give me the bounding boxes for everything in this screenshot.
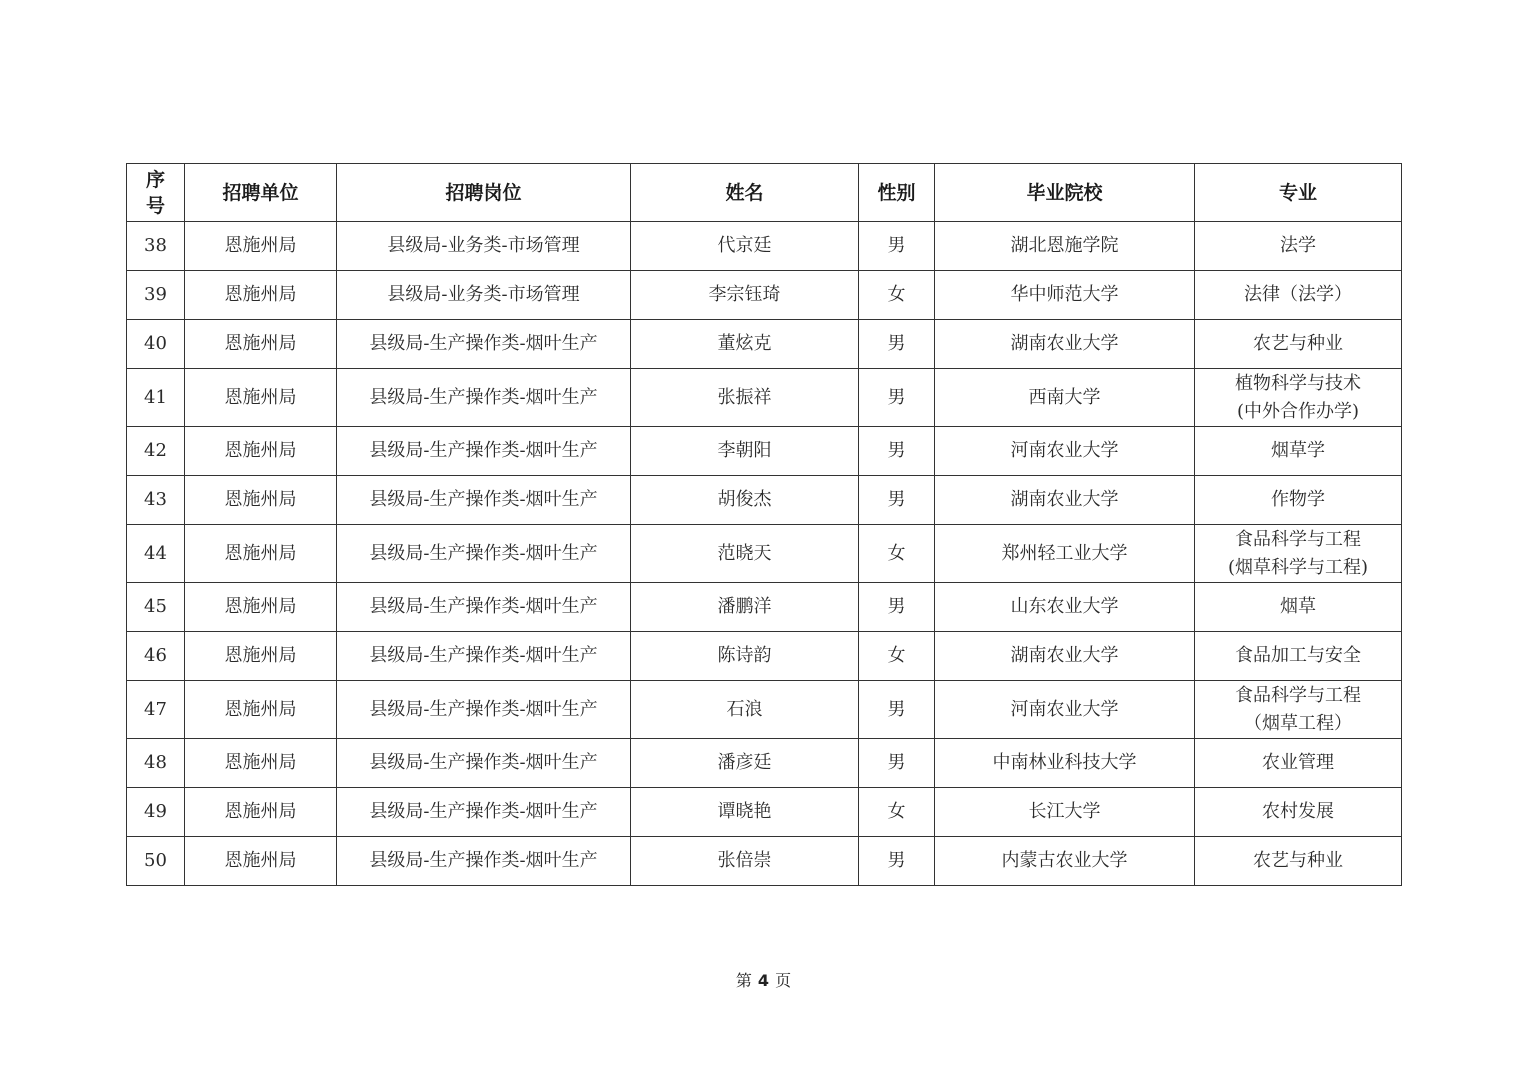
cell-school: 长江大学 bbox=[935, 788, 1195, 837]
cell-name: 张振祥 bbox=[631, 369, 859, 427]
cell-position: 县级局-生产操作类-烟叶生产 bbox=[337, 583, 631, 632]
major-line: (烟草科学与工程) bbox=[1227, 556, 1369, 578]
cell-major bbox=[1195, 320, 1402, 369]
major-line: 农艺与种业 bbox=[1253, 850, 1343, 871]
cell-gender: 女 bbox=[859, 632, 935, 681]
cell-index: 43 bbox=[127, 476, 185, 525]
major-line: 农艺与种业 bbox=[1253, 333, 1343, 354]
cell-gender: 女 bbox=[859, 788, 935, 837]
cell-index: 49 bbox=[127, 788, 185, 837]
cell-position: 县级局-生产操作类-烟叶生产 bbox=[337, 525, 631, 583]
cell-name: 李朝阳 bbox=[631, 427, 859, 476]
cell-gender: 男 bbox=[859, 222, 935, 271]
table-row bbox=[127, 739, 1402, 788]
cell-major bbox=[1195, 427, 1402, 476]
cell-position: 县级局-生产操作类-烟叶生产 bbox=[337, 476, 631, 525]
cell-unit: 恩施州局 bbox=[185, 739, 337, 788]
cell-index: 46 bbox=[127, 632, 185, 681]
major-line: 植物科学与技术 bbox=[1235, 372, 1361, 394]
table-row bbox=[127, 369, 1402, 427]
cell-unit: 恩施州局 bbox=[185, 271, 337, 320]
cell-name: 代京廷 bbox=[631, 222, 859, 271]
cell-major bbox=[1195, 222, 1402, 271]
cell-major bbox=[1195, 739, 1402, 788]
cell-gender: 男 bbox=[859, 320, 935, 369]
cell-gender: 女 bbox=[859, 525, 935, 583]
cell-index: 50 bbox=[127, 837, 185, 886]
cell-unit: 恩施州局 bbox=[185, 525, 337, 583]
table-row bbox=[127, 632, 1402, 681]
cell-index: 40 bbox=[127, 320, 185, 369]
cell-school: 西南大学 bbox=[935, 369, 1195, 427]
page-number: 4 bbox=[757, 971, 770, 990]
table-row bbox=[127, 476, 1402, 525]
cell-index: 39 bbox=[127, 271, 185, 320]
cell-position: 县级局-业务类-市场管理 bbox=[337, 222, 631, 271]
table-row bbox=[127, 525, 1402, 583]
major-line: (中外合作办学) bbox=[1236, 400, 1360, 422]
cell-name: 潘彦廷 bbox=[631, 739, 859, 788]
cell-major bbox=[1195, 837, 1402, 886]
cell-index: 47 bbox=[127, 681, 185, 739]
cell-gender: 男 bbox=[859, 369, 935, 427]
cell-name: 潘鹏洋 bbox=[631, 583, 859, 632]
major-line: 食品加工与安全 bbox=[1235, 645, 1361, 666]
cell-gender: 男 bbox=[859, 681, 935, 739]
header-position: 招聘岗位 bbox=[337, 164, 631, 222]
cell-gender: 男 bbox=[859, 837, 935, 886]
major-line: 农业管理 bbox=[1262, 752, 1334, 773]
cell-position: 县级局-生产操作类-烟叶生产 bbox=[337, 837, 631, 886]
cell-name: 李宗钰琦 bbox=[631, 271, 859, 320]
major-line: 烟草学 bbox=[1271, 440, 1325, 461]
header-gender: 性别 bbox=[859, 164, 935, 222]
cell-name: 谭晓艳 bbox=[631, 788, 859, 837]
cell-index: 45 bbox=[127, 583, 185, 632]
table-row bbox=[127, 222, 1402, 271]
cell-index: 41 bbox=[127, 369, 185, 427]
header-school: 毕业院校 bbox=[935, 164, 1195, 222]
cell-unit: 恩施州局 bbox=[185, 427, 337, 476]
cell-school: 郑州轻工业大学 bbox=[935, 525, 1195, 583]
table-row bbox=[127, 681, 1402, 739]
major-line: 农村发展 bbox=[1262, 801, 1334, 822]
major-line: 法学 bbox=[1280, 235, 1316, 256]
cell-school: 华中师范大学 bbox=[935, 271, 1195, 320]
cell-gender: 男 bbox=[859, 427, 935, 476]
cell-index: 44 bbox=[127, 525, 185, 583]
header-name: 姓名 bbox=[631, 164, 859, 222]
cell-major bbox=[1195, 271, 1402, 320]
cell-gender: 男 bbox=[859, 739, 935, 788]
cell-unit: 恩施州局 bbox=[185, 583, 337, 632]
cell-major bbox=[1195, 476, 1402, 525]
recruitment-table bbox=[126, 163, 1402, 886]
cell-major bbox=[1195, 632, 1402, 681]
cell-school: 湖北恩施学院 bbox=[935, 222, 1195, 271]
cell-gender: 男 bbox=[859, 476, 935, 525]
footer-suffix: 页 bbox=[775, 971, 792, 990]
cell-position: 县级局-生产操作类-烟叶生产 bbox=[337, 681, 631, 739]
cell-school: 内蒙古农业大学 bbox=[935, 837, 1195, 886]
cell-name: 胡俊杰 bbox=[631, 476, 859, 525]
cell-position: 县级局-生产操作类-烟叶生产 bbox=[337, 788, 631, 837]
cell-school: 湖南农业大学 bbox=[935, 320, 1195, 369]
header-major: 专业 bbox=[1195, 164, 1402, 222]
major-line: 法律（法学） bbox=[1244, 284, 1352, 305]
major-line: （烟草工程） bbox=[1244, 712, 1352, 734]
cell-school: 中南林业科技大学 bbox=[935, 739, 1195, 788]
cell-unit: 恩施州局 bbox=[185, 632, 337, 681]
header-unit: 招聘单位 bbox=[185, 164, 337, 222]
table-row bbox=[127, 837, 1402, 886]
table-body bbox=[127, 222, 1402, 886]
table-row bbox=[127, 788, 1402, 837]
table-header-row bbox=[127, 164, 1402, 222]
cell-major bbox=[1195, 681, 1402, 739]
cell-school: 湖南农业大学 bbox=[935, 632, 1195, 681]
major-line: 食品科学与工程 bbox=[1235, 684, 1361, 706]
cell-major bbox=[1195, 525, 1402, 583]
footer-prefix: 第 bbox=[735, 971, 752, 990]
cell-name: 石浪 bbox=[631, 681, 859, 739]
cell-school: 河南农业大学 bbox=[935, 427, 1195, 476]
cell-unit: 恩施州局 bbox=[185, 837, 337, 886]
cell-position: 县级局-生产操作类-烟叶生产 bbox=[337, 427, 631, 476]
cell-position: 县级局-生产操作类-烟叶生产 bbox=[337, 632, 631, 681]
cell-unit: 恩施州局 bbox=[185, 320, 337, 369]
cell-school: 山东农业大学 bbox=[935, 583, 1195, 632]
cell-index: 48 bbox=[127, 739, 185, 788]
major-line: 作物学 bbox=[1271, 489, 1325, 510]
cell-position: 县级局-生产操作类-烟叶生产 bbox=[337, 320, 631, 369]
cell-position: 县级局-生产操作类-烟叶生产 bbox=[337, 369, 631, 427]
cell-gender: 女 bbox=[859, 271, 935, 320]
table-row bbox=[127, 271, 1402, 320]
cell-index: 42 bbox=[127, 427, 185, 476]
cell-position: 县级局-业务类-市场管理 bbox=[337, 271, 631, 320]
cell-major bbox=[1195, 788, 1402, 837]
cell-unit: 恩施州局 bbox=[185, 681, 337, 739]
header-index: 序 号 bbox=[127, 164, 185, 222]
page-footer bbox=[0, 968, 1527, 991]
table-row bbox=[127, 583, 1402, 632]
cell-name: 张倍崇 bbox=[631, 837, 859, 886]
cell-school: 河南农业大学 bbox=[935, 681, 1195, 739]
cell-gender: 男 bbox=[859, 583, 935, 632]
cell-name: 范晓天 bbox=[631, 525, 859, 583]
table-row bbox=[127, 427, 1402, 476]
cell-major bbox=[1195, 583, 1402, 632]
cell-school: 湖南农业大学 bbox=[935, 476, 1195, 525]
cell-name: 陈诗韵 bbox=[631, 632, 859, 681]
cell-index: 38 bbox=[127, 222, 185, 271]
cell-position: 县级局-生产操作类-烟叶生产 bbox=[337, 739, 631, 788]
major-line: 烟草 bbox=[1280, 596, 1316, 617]
cell-unit: 恩施州局 bbox=[185, 476, 337, 525]
cell-unit: 恩施州局 bbox=[185, 788, 337, 837]
cell-name: 董炫克 bbox=[631, 320, 859, 369]
cell-unit: 恩施州局 bbox=[185, 222, 337, 271]
cell-unit: 恩施州局 bbox=[185, 369, 337, 427]
major-line: 食品科学与工程 bbox=[1235, 528, 1361, 550]
table-row bbox=[127, 320, 1402, 369]
cell-major bbox=[1195, 369, 1402, 427]
